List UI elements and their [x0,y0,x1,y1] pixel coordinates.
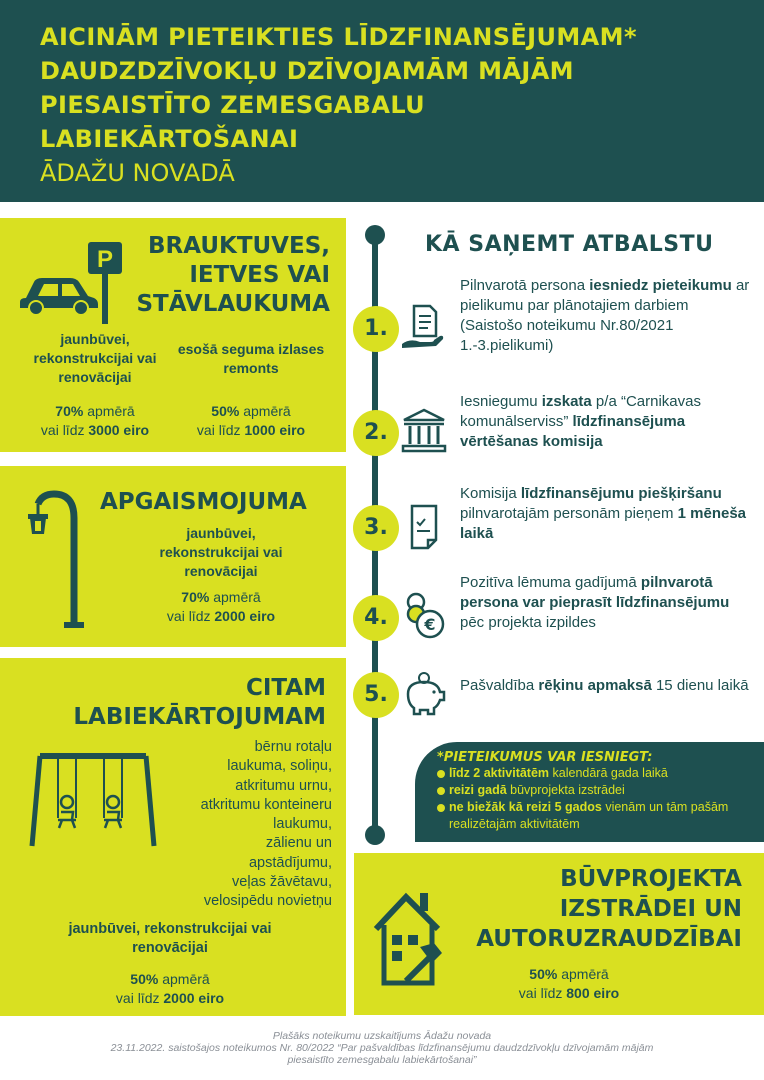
title-line-4: LABIEKĀRTOŠANAI [40,125,299,153]
other-items [152,738,332,912]
piggy-bank-icon [400,670,448,718]
house-hammer-icon [372,883,446,987]
swing-icon [28,748,158,848]
other-item: atkritumu konteineru [200,796,332,813]
header [0,0,764,202]
checklist-icon [400,502,448,550]
other-item: laukumu, [273,816,332,833]
step-1-text: Pilnvarotā persona iesniedz pieteikumu ar pielikumu par plānotajiem darbiem (Saistošo noteikumu Nr.80/2021 1.-3.pielikumi) [460,277,750,354]
timeline-end-dot [365,825,385,845]
footer [0,1030,764,1066]
document-hand-icon [400,302,448,350]
subtitle: ĀDAŽU NOVADĀ [40,159,235,187]
parking-sign-icon [88,242,122,324]
note-item: līdz 2 aktivitātēm kalendārā gada laikā [437,765,756,782]
lighting-amount: 70% apmērā vai līdz 2000 eiro [166,589,276,624]
other-item: bērnu rotaļu [254,739,332,755]
howto-title: KĀ SAŅEMT ATBALSTU [425,232,714,257]
lighting-title: APGAISMOJUMA [100,489,307,515]
lighting-desc: jaunbūvei, rekonstrukcijai vai renovācijai [159,525,283,579]
footer-line-2: 23.11.2022. saistošajos noteikumos Nr. 80/2022 “Par pašvaldības līdzfinansējumu daudzdzīvokļu dzīvojamām mājām [110,1042,654,1054]
other-title-2: LABIEKĀRTOJUMAM [73,704,326,730]
other-item: veļas žāvētavu, [232,874,332,891]
project-title-2: IZSTRĀDEI UN [559,896,742,922]
other-item: velosipēdu novietņu [203,893,332,910]
other-amount: 50% apmērā vai līdz 2000 eiro [115,971,225,1006]
roads-col2-desc: esošā seguma izlases remonts [177,341,325,376]
roads-col1-desc: jaunbūvei, rekonstrukcijai vai renovācijai [33,331,157,385]
other-panel [0,658,346,1016]
step-3-text: Komisija līdzfinansējumu piešķiršanu pilnvarotajām personām pieņem 1 mēneša laikā [460,485,747,542]
title-line-3: PIESAISTĪTO ZEMESGABALU [40,91,426,119]
step-5-number: 5. [353,672,399,718]
parking-sign-letter: P [96,246,114,273]
note-box [415,742,764,842]
title-line-1: AICINĀM PIETEIKTIES LĪDZFINANSĒJUMAM* [40,23,637,51]
note-title: *PIETEIKUMUS VAR IESNIEGT: [437,750,653,765]
footer-line-3: piesaistīto zemesgabalu labiekārtošanai” [287,1054,477,1066]
step-5-text: Pašvaldība rēķinu apmaksā 15 dienu laikā [460,677,749,694]
footer-line-1: Plašāks noteikumu uzskaitījums Ādažu novada [272,1030,492,1042]
coins-euro-icon [400,592,448,640]
note-item: ne biežāk kā reizi 5 gados vienām un tām pašām realizētajām aktivitātēm [437,799,756,833]
roads-panel [0,218,346,452]
title-line-2: DAUDZDZĪVOKĻU DZĪVOJAMĀM MĀJĀM [40,57,574,85]
step-2-number: 2. [353,410,399,456]
street-lamp-icon [26,488,86,628]
step-4-text: Pozitīva lēmuma gadījumā pilnvarotā persona var pieprasīt līdzfinansējumu pēc projekta izpildes [460,574,730,631]
project-title-1: BŪVPROJEKTA [560,866,742,892]
other-item: zālienu un [265,835,332,852]
roads-col1-amount: 70% apmērā vai līdz 3000 eiro [40,403,150,438]
other-title-1: CITAM [245,675,326,701]
institution-icon [400,406,448,454]
other-item: apstādījumu, [248,854,332,871]
note-item: reizi gadā būvprojekta izstrādei [437,782,756,799]
other-desc: jaunbūvei, rekonstrukcijai vai renovācijai [68,921,272,956]
lighting-panel [0,466,346,647]
roads-title-2: IETVES VAI [189,262,330,288]
roads-title-1: BRAUKTUVES, [147,233,330,259]
step-2-text: Iesniegumu izskata p/a “Carnikavas komunālserviss” līdzfinansējuma vērtēšanas komisija [460,393,701,450]
project-panel [354,853,764,1015]
project-amount: 50% apmērā vai līdz 800 eiro [518,966,620,1001]
step-1-number: 1. [353,306,399,352]
project-title-3: AUTORUZRAUDZĪBAI [476,926,742,952]
svg-text:€: € [424,615,436,634]
roads-title-3: STĀVLAUKUMA [136,291,330,317]
other-item: atkritumu urnu, [235,777,332,794]
other-item: laukuma, soliņu, [227,758,332,775]
roads-col2-amount: 50% apmērā vai līdz 1000 eiro [196,403,306,438]
step-4-number: 4. [353,595,399,641]
step-3-number: 3. [353,505,399,551]
